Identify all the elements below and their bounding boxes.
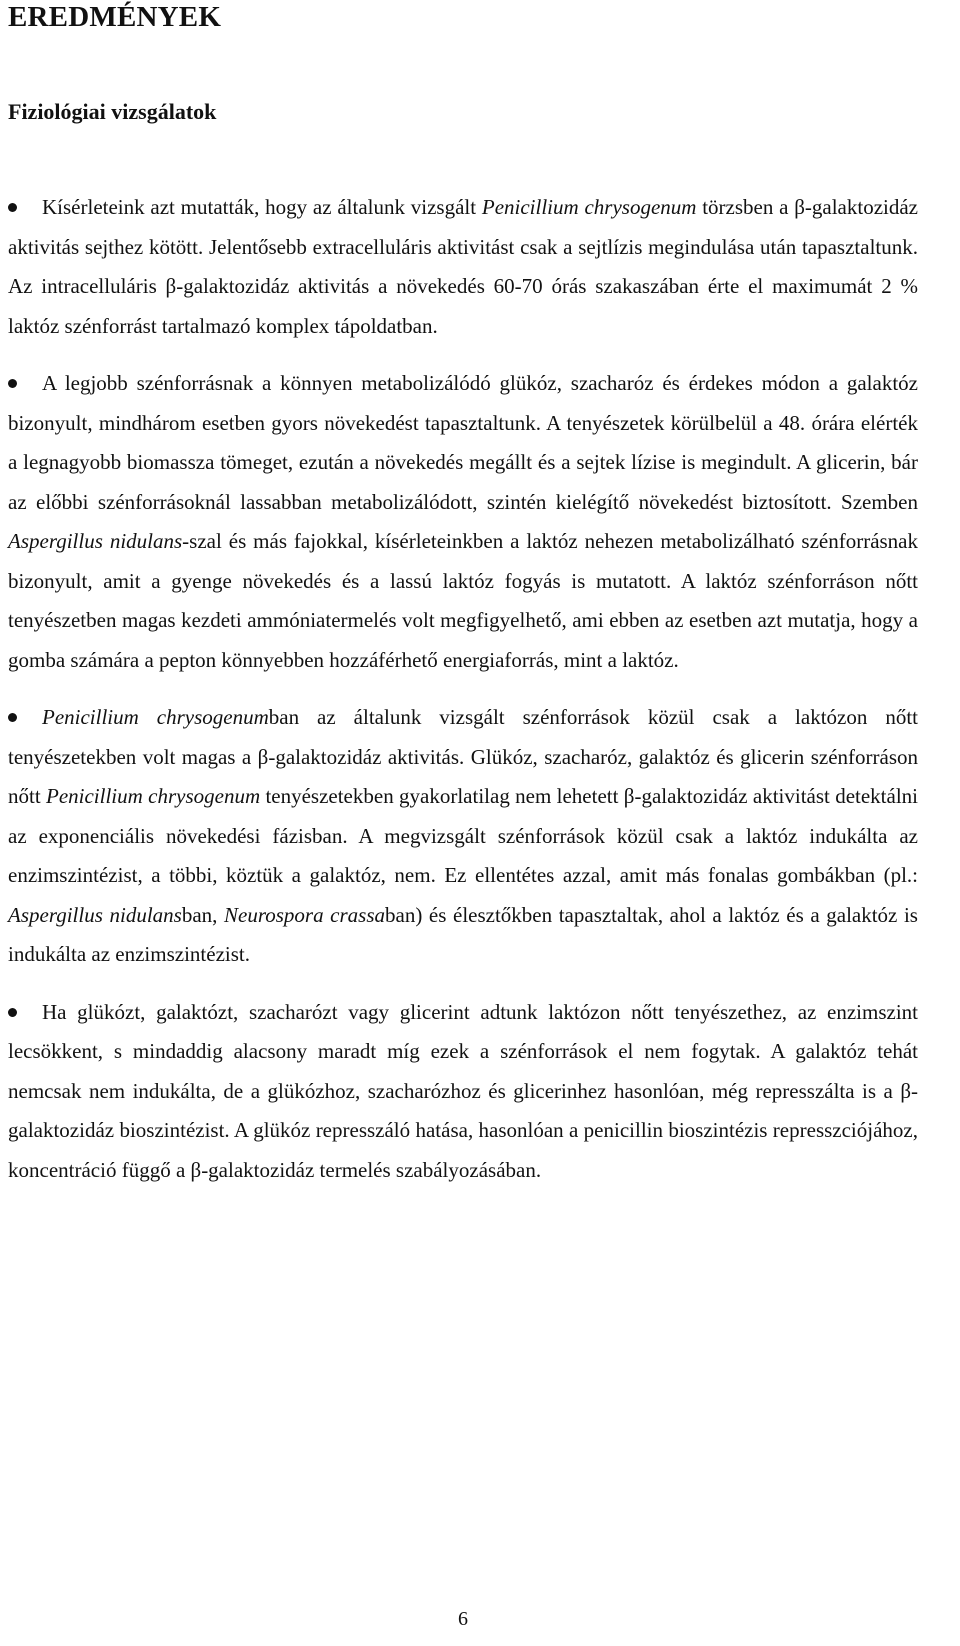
species-name: Neurospora crassa: [224, 902, 385, 927]
bullet-icon: [8, 1008, 17, 1017]
species-name: Penicillium chrysogenum: [46, 784, 261, 808]
list-item: [8, 993, 918, 1191]
species-name: Aspergillus nidulans: [8, 529, 183, 553]
bullet-icon: [8, 713, 17, 722]
text-run: ban,: [181, 902, 224, 927]
text-run: tenyészetekben gyakorlatilag nem lehetett β-galaktozidáz aktivitást detektálni az exponenciális növekedési fázisban. A megvizsgált szénforrások közül csak a laktóz indukálta az enzimszintézist, a többi, köztük a galaktóz, nem. Ez ellentétes azzal, amit más fonalas gombákban (pl.:: [8, 784, 918, 887]
species-name: Penicillium chrysogenum: [42, 705, 269, 729]
list-item: [8, 364, 918, 680]
text-run: Ha glükózt, galaktózt, szacharózt vagy glicerint adtunk laktózon nőtt tenyészethez, az enzimszint lecsökkent, s mindaddig alacsony maradt míg ezek a szénforrások el nem fogytak. A galaktóz tehát nemcsak nem indukálta, de a glükózhoz, szacharózhoz és glicerinhez hasonlóan, még represszálta is a β-galaktozidáz bioszintézist. A glükóz represszáló hatása, hasonlóan a penicillin bioszintézis represszciójához, koncentráció függő a β-galaktozidáz termelés szabályozásában.: [8, 999, 918, 1182]
section-heading: Fiziológiai vizsgálatok: [8, 99, 217, 124]
page-number: 6: [458, 1608, 468, 1630]
page-title: EREDMÉNYEK: [8, 1, 222, 33]
species-name: Penicillium chrysogenum: [481, 195, 697, 219]
text-run: törzsben a β-galaktozidáz aktivitás sejthez kötött. Jelentősebb extracelluláris aktivitást csak a sejtlízis megindulása után tapasztaltunk. Az intracelluláris β-galaktozidáz aktivitás a növekedés 60-70 órás szakaszában érte el maximumát 2 % laktóz szénforrást tartalmazó komplex tápoldatban.: [8, 195, 919, 338]
text-run: ban) és élesztőkben tapasztaltak, ahol a laktóz és a galaktóz is indukálta az enzimszintézist.: [8, 902, 918, 966]
bullet-list: [8, 188, 918, 1208]
text-run: A legjobb szénforrásnak a könnyen metabolizálódó glükóz, szacharóz és érdekes módon a galaktóz bizonyult, mindhárom esetben gyors növekedést tapasztaltunk. A tenyészetek körülbelül a 48. órára elérték a legnagyobb biomassza tömeget, ezután a növekedés megállt és a sejtek lízise is megindult. A glicerin, bár az előbbi szénforrásoknál lassabban metabolizálódott, szintén kielégítő növekedést biztosított. Szemben: [8, 371, 918, 514]
paragraph-text: [8, 1000, 918, 1182]
bullet-icon: [8, 203, 17, 212]
paragraph-text: [8, 705, 918, 966]
paragraph-text: [8, 195, 918, 338]
text-run: Kísérleteink azt mutatták, hogy az általunk vizsgált: [42, 195, 482, 219]
species-name: Aspergillus nidulans: [8, 902, 182, 927]
bullet-icon: [8, 379, 17, 388]
text-run: -szal és más fajokkal, kísérleteinkben a laktóz nehezen metabolizálható szénforrásnak bizonyult, amit a gyenge növekedés és a lassú laktóz fogyás is mutatott. A laktóz szénforráson nőtt tenyészetben magas kezdeti ammóniatermelés volt megfigyelhető, ami ebben az esetben azt mutatja, hogy a gomba számára a pepton könnyebben hozzáférhető energiaforrás, mint a laktóz.: [8, 529, 919, 672]
list-item: [8, 698, 918, 975]
paragraph-text: [8, 371, 918, 672]
text-run: ban az általunk vizsgált szénforrások közül csak a laktózon nőtt tenyészetekben volt magas a β-galaktozidáz aktivitás. Glükóz, szacharóz, galaktóz és glicerin szénforráson nőtt: [8, 705, 919, 808]
list-item: [8, 188, 918, 346]
document-page: [8, 0, 918, 1646]
